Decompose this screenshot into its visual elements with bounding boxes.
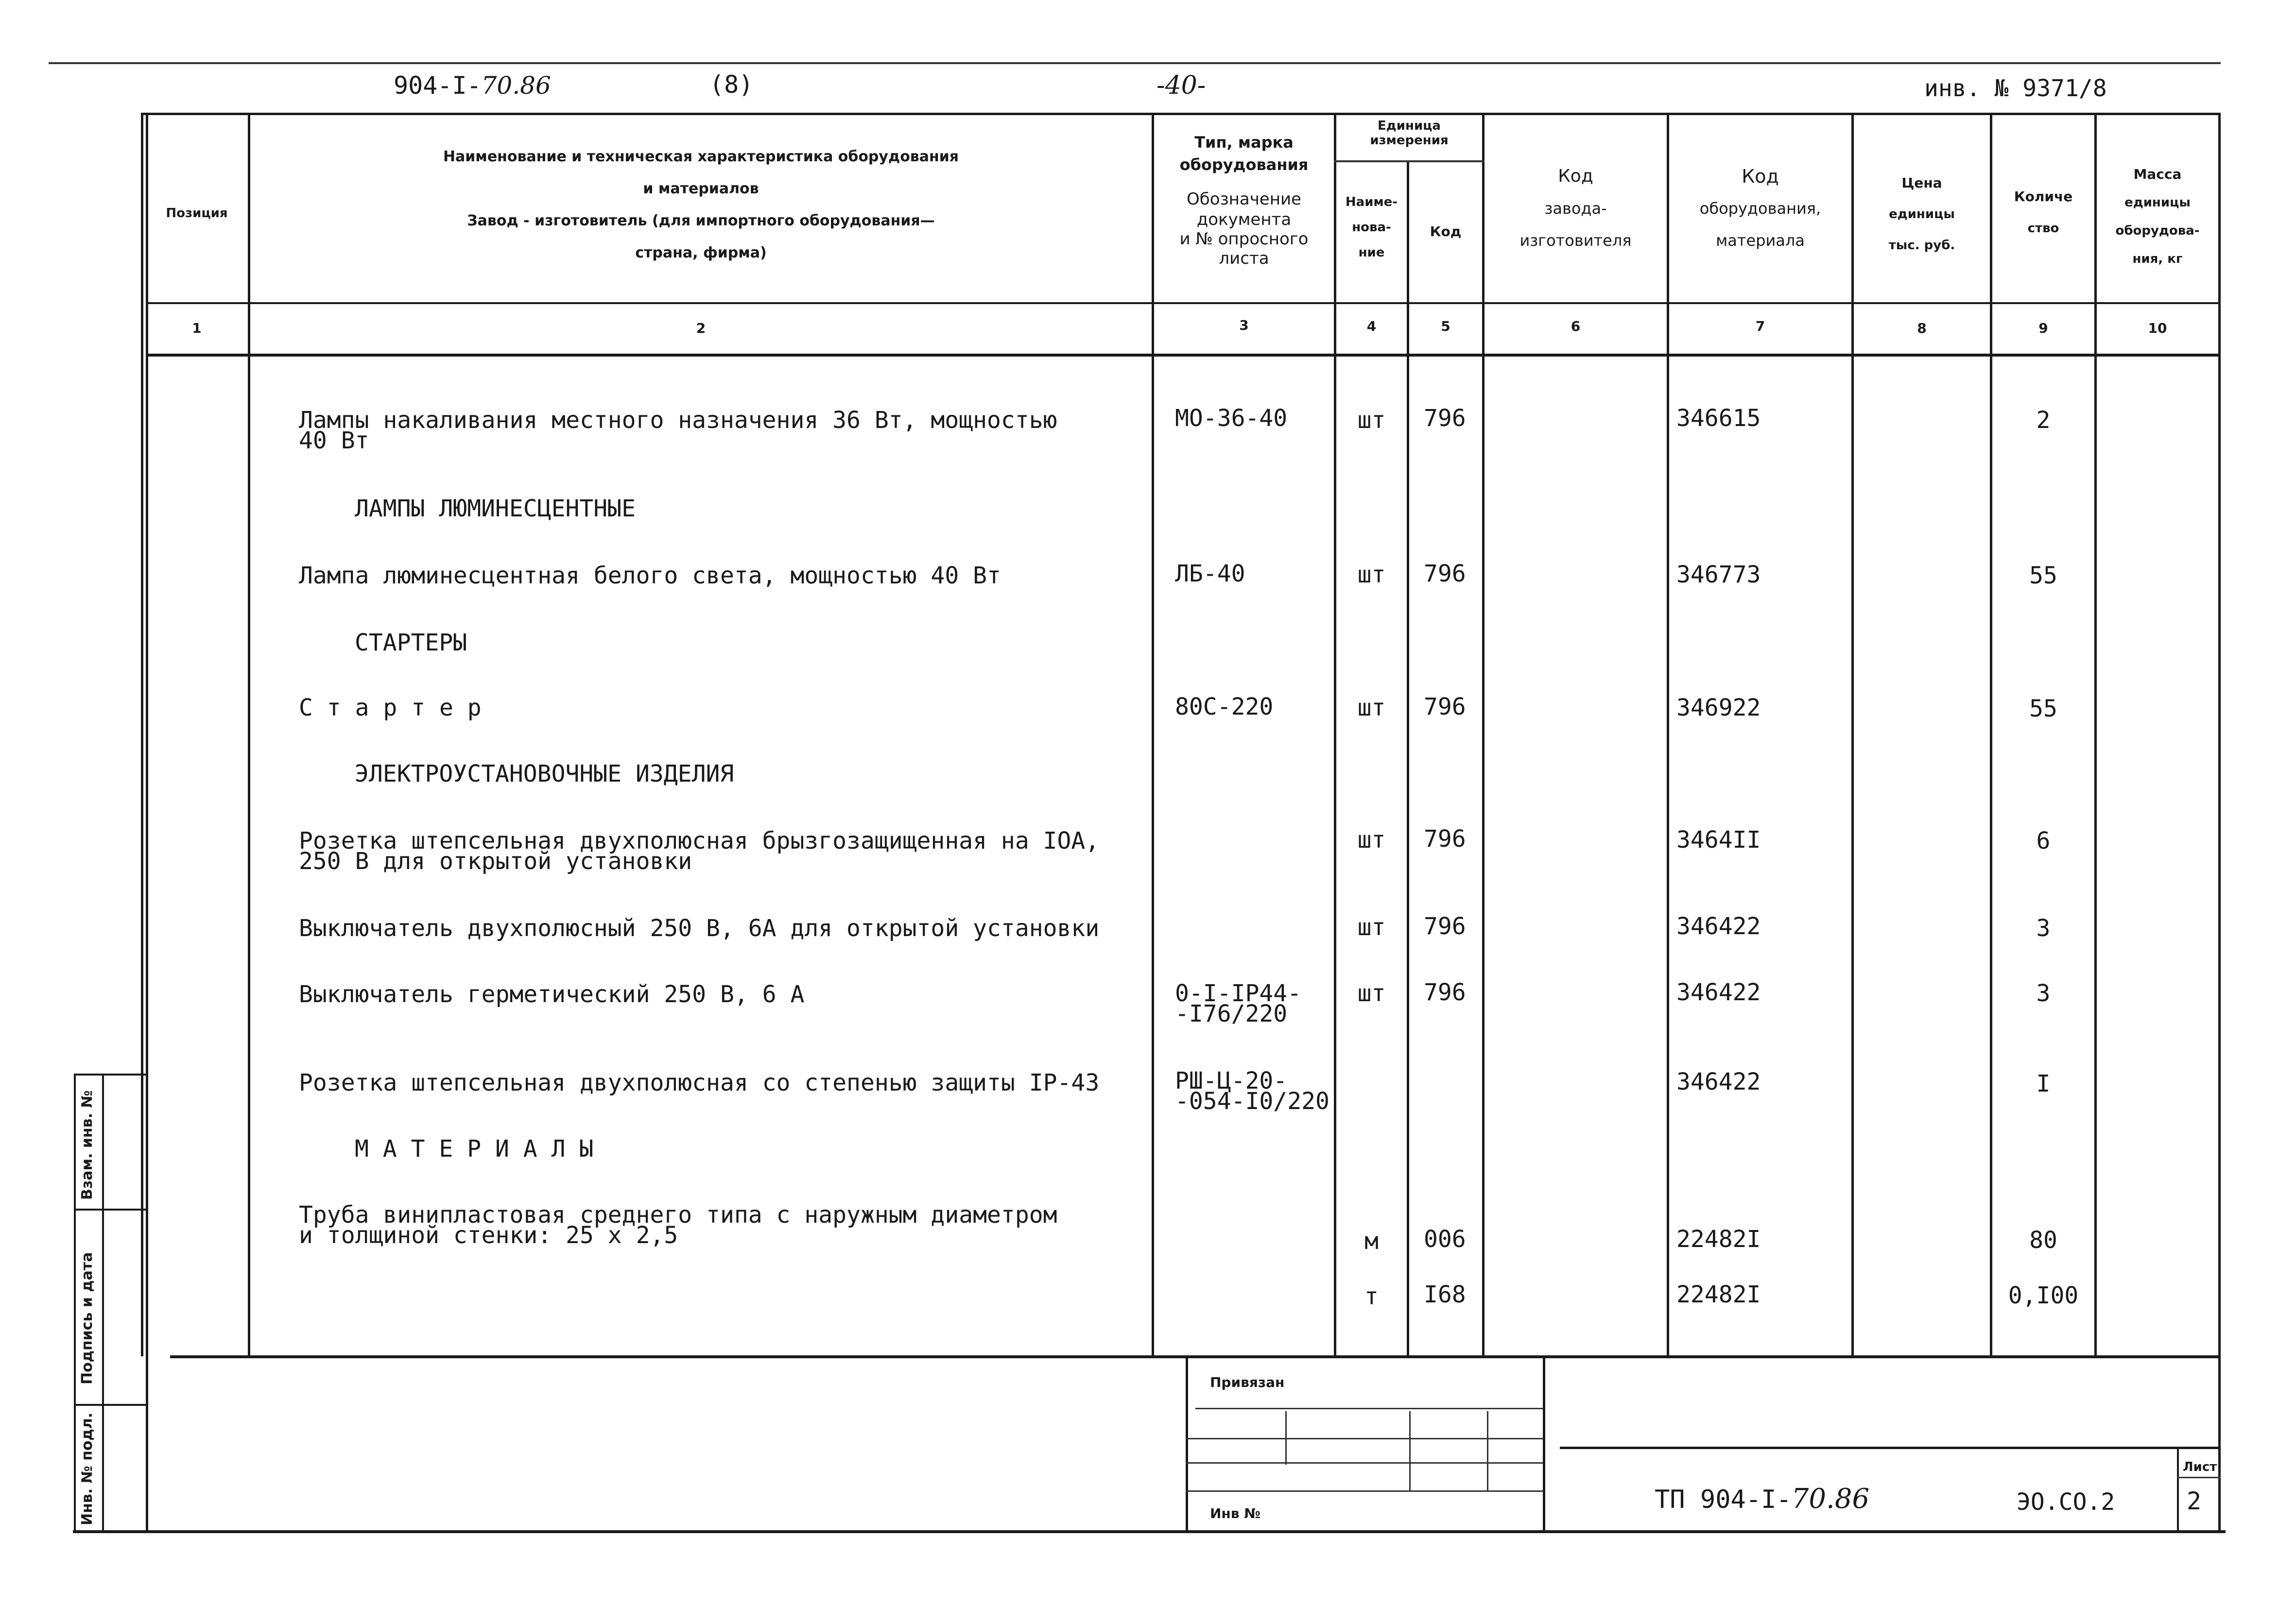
- title-block-sheet-label: Лист: [2183, 1460, 2217, 1474]
- header-price-line: единицы: [1889, 207, 1955, 222]
- row-quantity: 55: [2029, 695, 2057, 722]
- side-stamp-left-line: [74, 1074, 76, 1532]
- stamp-grid-line: [1186, 1490, 1543, 1492]
- header-mass-line: ния, кг: [2132, 252, 2183, 266]
- row-quantity: 3: [2036, 915, 2051, 942]
- row-unit: шт: [1357, 407, 1386, 434]
- header-unit-line: измерения: [1370, 133, 1449, 148]
- header-factory-line: изготовителя: [1519, 231, 1632, 250]
- page-number: -40-: [1157, 71, 1206, 100]
- header-type: [1154, 131, 1334, 268]
- header-mass-line: Масса: [2133, 166, 2182, 182]
- row-material-code: 346773: [1676, 561, 1761, 588]
- row-type: 80С-220: [1175, 693, 1274, 720]
- row-name: [299, 829, 1099, 873]
- row-name-line: Труба винипластовая среднего типа с наружным диаметром: [299, 1201, 1057, 1229]
- header-unit-line: Единица: [1378, 119, 1441, 133]
- col-number-8: 8: [1917, 320, 1927, 336]
- row-material-code: 346422: [1676, 979, 1761, 1006]
- header-type-line: Тип, марка: [1194, 133, 1294, 152]
- col-number-7: 7: [1755, 318, 1765, 334]
- header-price-line: Цена: [1901, 175, 1942, 191]
- header-type-line: оборудования: [1179, 155, 1309, 174]
- row-type-line: -I76/220: [1175, 1000, 1288, 1027]
- row-material-code: 3464II: [1676, 826, 1761, 854]
- col-sep-8: [1990, 113, 1992, 1356]
- row-quantity: 2: [2036, 407, 2051, 434]
- row-material-code: 22482I: [1676, 1226, 1761, 1253]
- header-material-line: Код: [1742, 166, 1779, 187]
- header-name-line: и материалов: [643, 180, 759, 197]
- header-unit-name-line: Наиме-: [1345, 195, 1398, 209]
- title-block-top-line: [1560, 1447, 2221, 1449]
- header-mass-line: единицы: [2124, 195, 2191, 210]
- table-right-border: [2218, 113, 2221, 1532]
- row-material-code: 346615: [1676, 405, 1761, 432]
- stamp-right-line: [1543, 1356, 1545, 1532]
- col-number-1: 1: [192, 320, 202, 336]
- col-number-6: 6: [1571, 318, 1581, 334]
- side-stamp-signature-date: Подпись и дата: [79, 1252, 96, 1384]
- title-code-handwritten: 70.86: [1791, 1483, 1870, 1515]
- header-quantity-line: ство: [2027, 221, 2059, 236]
- row-material-code: 22482I: [1676, 1281, 1761, 1308]
- title-block-sheet-number: 2: [2187, 1487, 2202, 1515]
- header-factory-line: Код: [1558, 166, 1593, 186]
- col-number-10: 10: [2148, 320, 2167, 336]
- header-unit-group: [1336, 119, 1482, 148]
- header-position: Позиция: [166, 206, 228, 221]
- page-bottom-line: [73, 1530, 2226, 1533]
- row-type-line: РШ-Ц-20-: [1175, 1067, 1288, 1094]
- col-sep-6: [1667, 113, 1669, 1356]
- section-heading: СТАРТЕРЫ: [355, 629, 467, 656]
- header-type-line: листа: [1219, 249, 1269, 268]
- row-code: 796: [1424, 560, 1466, 587]
- section-heading: М А Т Е Р И А Л Ы: [355, 1135, 594, 1162]
- row-quantity: 80: [2029, 1227, 2057, 1254]
- row-unit: шт: [1357, 561, 1386, 588]
- header-type-line: и № опросного: [1179, 229, 1309, 249]
- col-number-3: 3: [1239, 317, 1249, 333]
- row-name-line: 40 Вт: [299, 427, 369, 454]
- header-material-line: оборудования,: [1699, 199, 1821, 218]
- col-number-5: 5: [1441, 318, 1450, 334]
- row-type: [1175, 981, 1301, 1026]
- row-type: МО-36-40: [1175, 405, 1288, 432]
- header-factory-code: [1485, 160, 1667, 256]
- row-material-code: 346922: [1676, 694, 1761, 721]
- row-unit: шт: [1357, 826, 1386, 854]
- stamp-grid-line: [1195, 1408, 1543, 1409]
- col-sep-3: [1334, 113, 1336, 1356]
- side-stamp-top-line: [74, 1074, 147, 1076]
- stamp-grid-vline: [1285, 1411, 1287, 1465]
- header-mass: [2097, 160, 2218, 273]
- col-sep-2: [1152, 113, 1154, 1356]
- header-name-line: страна, фирма): [635, 244, 767, 261]
- col-sep-1: [248, 113, 250, 1356]
- title-block-sheet-line: [2177, 1448, 2179, 1533]
- side-stamp-replace-inv: Взам. инв. №: [79, 1090, 96, 1200]
- stamp-inv-no: Инв №: [1210, 1505, 1260, 1521]
- header-name-line: Завод - изготовитель (для импортного оборудования—: [467, 212, 935, 229]
- col-sep-7: [1851, 113, 1854, 1356]
- row-unit: шт: [1357, 694, 1386, 721]
- row-code: 796: [1424, 693, 1466, 720]
- col-number-2: 2: [696, 320, 706, 336]
- row-code: 796: [1424, 825, 1466, 853]
- doc-code-handwritten: 70.86: [481, 71, 551, 100]
- row-code: I68: [1424, 1281, 1466, 1308]
- row-material-code: 346422: [1676, 1068, 1761, 1095]
- title-code-printed: ТП 904-I-: [1655, 1485, 1792, 1514]
- header-unit-name-line: ние: [1358, 245, 1385, 260]
- header-mass-line: оборудова-: [2115, 223, 2200, 238]
- stamp-grid-line: [1186, 1438, 1543, 1439]
- row-name: Розетка штепсельная двухполюсная со степенью защиты IP-43: [299, 1069, 1100, 1096]
- stamp-left-line: [1186, 1356, 1188, 1532]
- header-material-line: материала: [1716, 231, 1805, 250]
- row-code: 796: [1424, 913, 1466, 940]
- header-type-line: документа: [1196, 210, 1292, 229]
- row-type-line: 0-I-IP44-: [1175, 980, 1302, 1007]
- row-name-line: Лампы накаливания местного назначения 36 Вт, мощностью: [299, 407, 1057, 434]
- sheet-paren: (8): [709, 70, 754, 99]
- stamp-grid-line: [1186, 1462, 1543, 1464]
- side-stamp-mid-line: [102, 1074, 104, 1532]
- header-quantity-line: Количе: [2014, 188, 2073, 205]
- stamp-privyazan: Привязан: [1210, 1374, 1285, 1390]
- col-number-9: 9: [2038, 320, 2048, 336]
- row-name: [299, 1203, 1057, 1247]
- row-quantity: 3: [2036, 980, 2051, 1007]
- header-factory-line: завода-: [1544, 199, 1607, 218]
- row-name: Выключатель герметический 250 В, 6 А: [299, 981, 805, 1008]
- top-outer-line: [49, 62, 2221, 64]
- row-name-line: и толщиной стенки: 25 х 2,5: [299, 1222, 678, 1249]
- row-unit: т: [1364, 1283, 1379, 1310]
- section-heading: ЛАМПЫ ЛЮМИНЕСЦЕНТНЫЕ: [355, 495, 636, 522]
- col-sep-4: [1407, 160, 1409, 1356]
- stamp-grid-vline: [1487, 1411, 1488, 1491]
- inventory-number: инв. № 9371/8: [1924, 75, 2107, 102]
- row-type: ЛБ-40: [1175, 560, 1245, 587]
- table-top-line: [141, 113, 2221, 115]
- header-price: [1854, 168, 1990, 261]
- col-sep-5: [1482, 113, 1485, 1356]
- header-material-code: [1669, 160, 1851, 256]
- row-name: Выключатель двухполюсный 250 В, 6А для открытой установки: [299, 915, 1100, 942]
- row-quantity: I: [2036, 1070, 2051, 1097]
- col-number-4: 4: [1366, 318, 1377, 334]
- col-sep-9: [2094, 113, 2097, 1356]
- row-name-line: 250 В для открытой установки: [299, 848, 692, 875]
- header-unit-name: [1336, 189, 1407, 265]
- row-quantity: 0,I00: [2008, 1282, 2079, 1309]
- header-name-line: Наименование и техническая характеристика оборудования: [443, 148, 959, 165]
- row-unit: шт: [1357, 980, 1386, 1007]
- row-unit: м: [1364, 1228, 1379, 1255]
- stamp-grid-vline: [1409, 1411, 1411, 1491]
- table-bottom-line: [170, 1355, 2221, 1358]
- unit-group-line: [1334, 160, 1485, 162]
- header-price-line: тыс. руб.: [1888, 238, 1955, 253]
- title-block-sheet-code: ЭО.СО.2: [2017, 1488, 2115, 1516]
- row-name-line: Розетка штепсельная двухполюсная брызгозащищенная на IОА,: [299, 827, 1100, 854]
- title-block-code: [1655, 1483, 1870, 1515]
- row-type-line: -054-I0/220: [1175, 1088, 1329, 1115]
- row-name: С т а р т е р: [299, 694, 482, 721]
- row-name: Лампа люминесцентная белого света, мощностью 40 Вт: [299, 562, 1001, 589]
- table-left-border: [141, 113, 143, 1356]
- header-unit-code: Код: [1430, 223, 1462, 239]
- header-divider-line: [146, 302, 2221, 304]
- row-code: 796: [1424, 405, 1466, 432]
- row-quantity: 6: [2036, 827, 2051, 854]
- header-type-line: Обозначение: [1187, 189, 1301, 209]
- side-stamp-line: [74, 1404, 147, 1406]
- header-quantity: [1992, 180, 2094, 243]
- row-unit: шт: [1357, 914, 1386, 941]
- doc-code: [394, 73, 551, 98]
- row-code: 796: [1424, 979, 1466, 1006]
- row-quantity: 55: [2029, 562, 2057, 589]
- number-row-bottom-line: [146, 354, 2221, 357]
- doc-code-printed: 904-I-: [394, 71, 482, 100]
- row-type: [1175, 1069, 1329, 1113]
- row-name: [299, 408, 1057, 453]
- side-stamp-line: [74, 1209, 147, 1211]
- section-heading: ЭЛЕКТРОУСТАНОВОЧНЫЕ ИЗДЕЛИЯ: [355, 760, 734, 787]
- row-code: 006: [1424, 1226, 1466, 1253]
- side-stamp-original-inv: Инв. № подл.: [79, 1412, 96, 1525]
- header-unit-name-line: нова-: [1352, 220, 1391, 235]
- header-name: [250, 141, 1152, 269]
- row-material-code: 346422: [1676, 913, 1761, 940]
